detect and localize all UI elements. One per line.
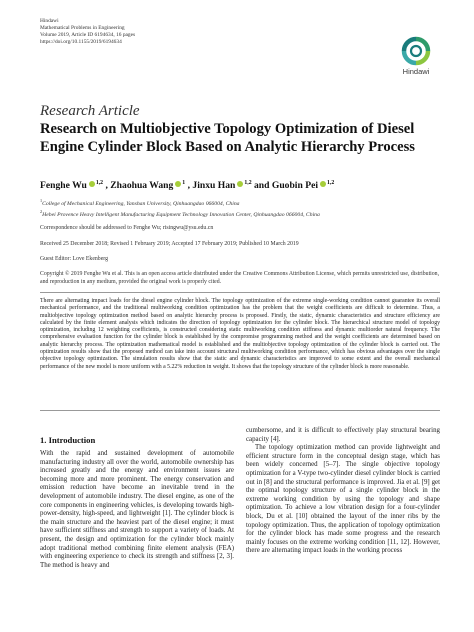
author-affil-sup: 1,2 <box>327 180 335 186</box>
author-list <box>40 180 334 191</box>
affiliation-text: Hebei Provence Heavy Intelligent Manufacturing Equipment Technology Innovation Center, Qinhuangdao 066004, China <box>42 212 320 219</box>
logo-wordmark: Hindawi <box>402 67 430 76</box>
dates-line: Received 25 December 2018; Revised 1 February 2019; Accepted 17 February 2019; Published 10 March 2019 <box>40 241 299 247</box>
author-name: Fenghe Wu <box>40 180 87 192</box>
section-heading: 1. Introduction <box>40 435 96 445</box>
affiliation-text: College of Mechanical Engineering, Yanshan University, Qinhuangdao 066004, China <box>42 200 240 207</box>
body-column-left <box>40 450 234 570</box>
affiliation-line <box>40 197 320 208</box>
body-paragraph: The topology optimization method can provide lightweight and efficient structure form in the conceptual design stage, which has been widely concerned [5–7]. The single objective topology optimization for a V-type two-cylinder diesel cylinder block is carried out in [8] and the structural performance is improved. Jia et al. [9] get the optimal topology structure of a single cylinder block in the extreme working condition by using the topology and shape optimization. To achieve a low vibration design for a four-cylinder block, Du et al. [10] obtained the layout of the inner ribs by the topology optimization. Thus, the application of topology optimization for the cylinder block has made some progress and the research mainly focuses on the extreme working condition [11, 12]. However, there are alternating impact loads in the working process <box>246 444 440 555</box>
correspondence-line: Correspondence should be addressed to Fenghe Wu; risingwu@ysu.edu.cn <box>40 225 214 231</box>
author-name: Zhaohua Wang <box>110 180 174 192</box>
orcid-icon[interactable] <box>89 181 95 187</box>
orcid-icon[interactable] <box>175 181 181 187</box>
article-type: Research Article <box>40 103 140 119</box>
author-name: Guobin Pei <box>271 180 318 192</box>
hindawi-logo <box>398 36 434 76</box>
body-paragraph: cumbersome, and it is difficult to effectively play structural bearing capacity [4]. <box>246 427 440 443</box>
hindawi-logo-icon <box>398 36 434 66</box>
author-affil-sup: 1 <box>182 180 186 186</box>
copyright-notice: Copyright © 2019 Fenghe Wu et al. This is an open access article distributed under the Creative Commons Attribution License, which permits unrestricted use, distribution, and reproduction in any medium, provided the original work is properly cited. <box>40 271 440 285</box>
author-separator: , <box>187 180 193 192</box>
affiliation-line <box>40 208 320 219</box>
author-affil-sup: 1,2 <box>95 180 104 186</box>
author-name: Jinxu Han <box>192 180 236 192</box>
volume-line: Volume 2019, Article ID 6194634, 16 pages <box>40 32 136 38</box>
affiliations <box>40 197 320 220</box>
doi-link[interactable]: https://doi.org/10.1155/2019/6194634 <box>40 39 122 45</box>
orcid-icon[interactable] <box>320 181 326 187</box>
author-separator: and <box>254 180 272 192</box>
author-affil-sup: 1,2 <box>244 180 252 186</box>
journal-meta <box>40 18 135 46</box>
affil-sup: 2 <box>40 209 43 215</box>
author-separator: , <box>105 180 111 192</box>
divider-bottom <box>40 410 440 411</box>
editor-line: Guest Editor: Love Ekenberg <box>40 256 108 262</box>
affil-sup: 1 <box>40 198 43 203</box>
body-column-right <box>246 427 440 556</box>
divider-top <box>40 292 440 293</box>
abstract-text: There are alternating impact loads for the diesel engine cylinder block. The topology optimization of the extreme single-working condition cannot guarantee its overall mechanical performance, and the traditional multiworking condition optimization has the problem that the weight coefficients are difficult to determine. Thus, a multiobjective topology optimization method based on analytic hierarchy process is proposed. Firstly, the static, dynamic characteristics and structure efficiency are calculated by the finite element analysis which indicates the direction of topology optimization for the cylinder block. The hierarchical structure model of topology optimization, including 12 weighting coefficients, is constructed considering static multiworking condition stiffness and dynamic multiorder natural frequency. The comprehensive evaluation function for the cylinder block is established by the compromise programming method and the weight coefficients are determined based on analytic hierarchy process. The optimization mathematical model is established and the multiobjective topology optimization of the cylinder block is carried out. The optimization results show that the proposed method can take into account structural multiworking condition performance, which has obvious advantages over the single objective topology optimization. The simulation results show that the static and dynamic characteristics are improved to some extent and the overall mechanical performance of the new model is more uniform with a 5.22% reduction in weight. It shows that the topology structure of the cylinder block is more reasonable. <box>40 298 440 370</box>
body-paragraph: With the rapid and sustained development of automobile manufacturing industry all over the world, automobile ownership has increased greatly and the energy and environment issues are becoming more and more prominent. The energy conservation and emission reduction have become an inevitable trend in the development of automobile industry. The diesel engine, as one of the core components in engineering vehicles, is developing towards high-power-density, high-speed, and lightweight [1]. The cylinder block is the main structure and the heaviest part of the diesel engine; it must have sufficient stiffness and strength to support a variety of loads. At present, the design and optimization for the cylinder block mainly adopt traditional method combining finite element analysis (FEA) with engineering experience to check its strength and stiffness [2, 3]. The method is heavy and <box>40 450 234 569</box>
article-title: Research on Multiobjective Topology Optimization of Diesel Engine Cylinder Block Based on Analytic Hierarchy Process <box>40 121 415 155</box>
orcid-icon[interactable] <box>237 181 243 187</box>
publisher-name: Hindawi <box>40 18 59 24</box>
journal-name: Mathematical Problems in Engineering <box>40 25 125 31</box>
